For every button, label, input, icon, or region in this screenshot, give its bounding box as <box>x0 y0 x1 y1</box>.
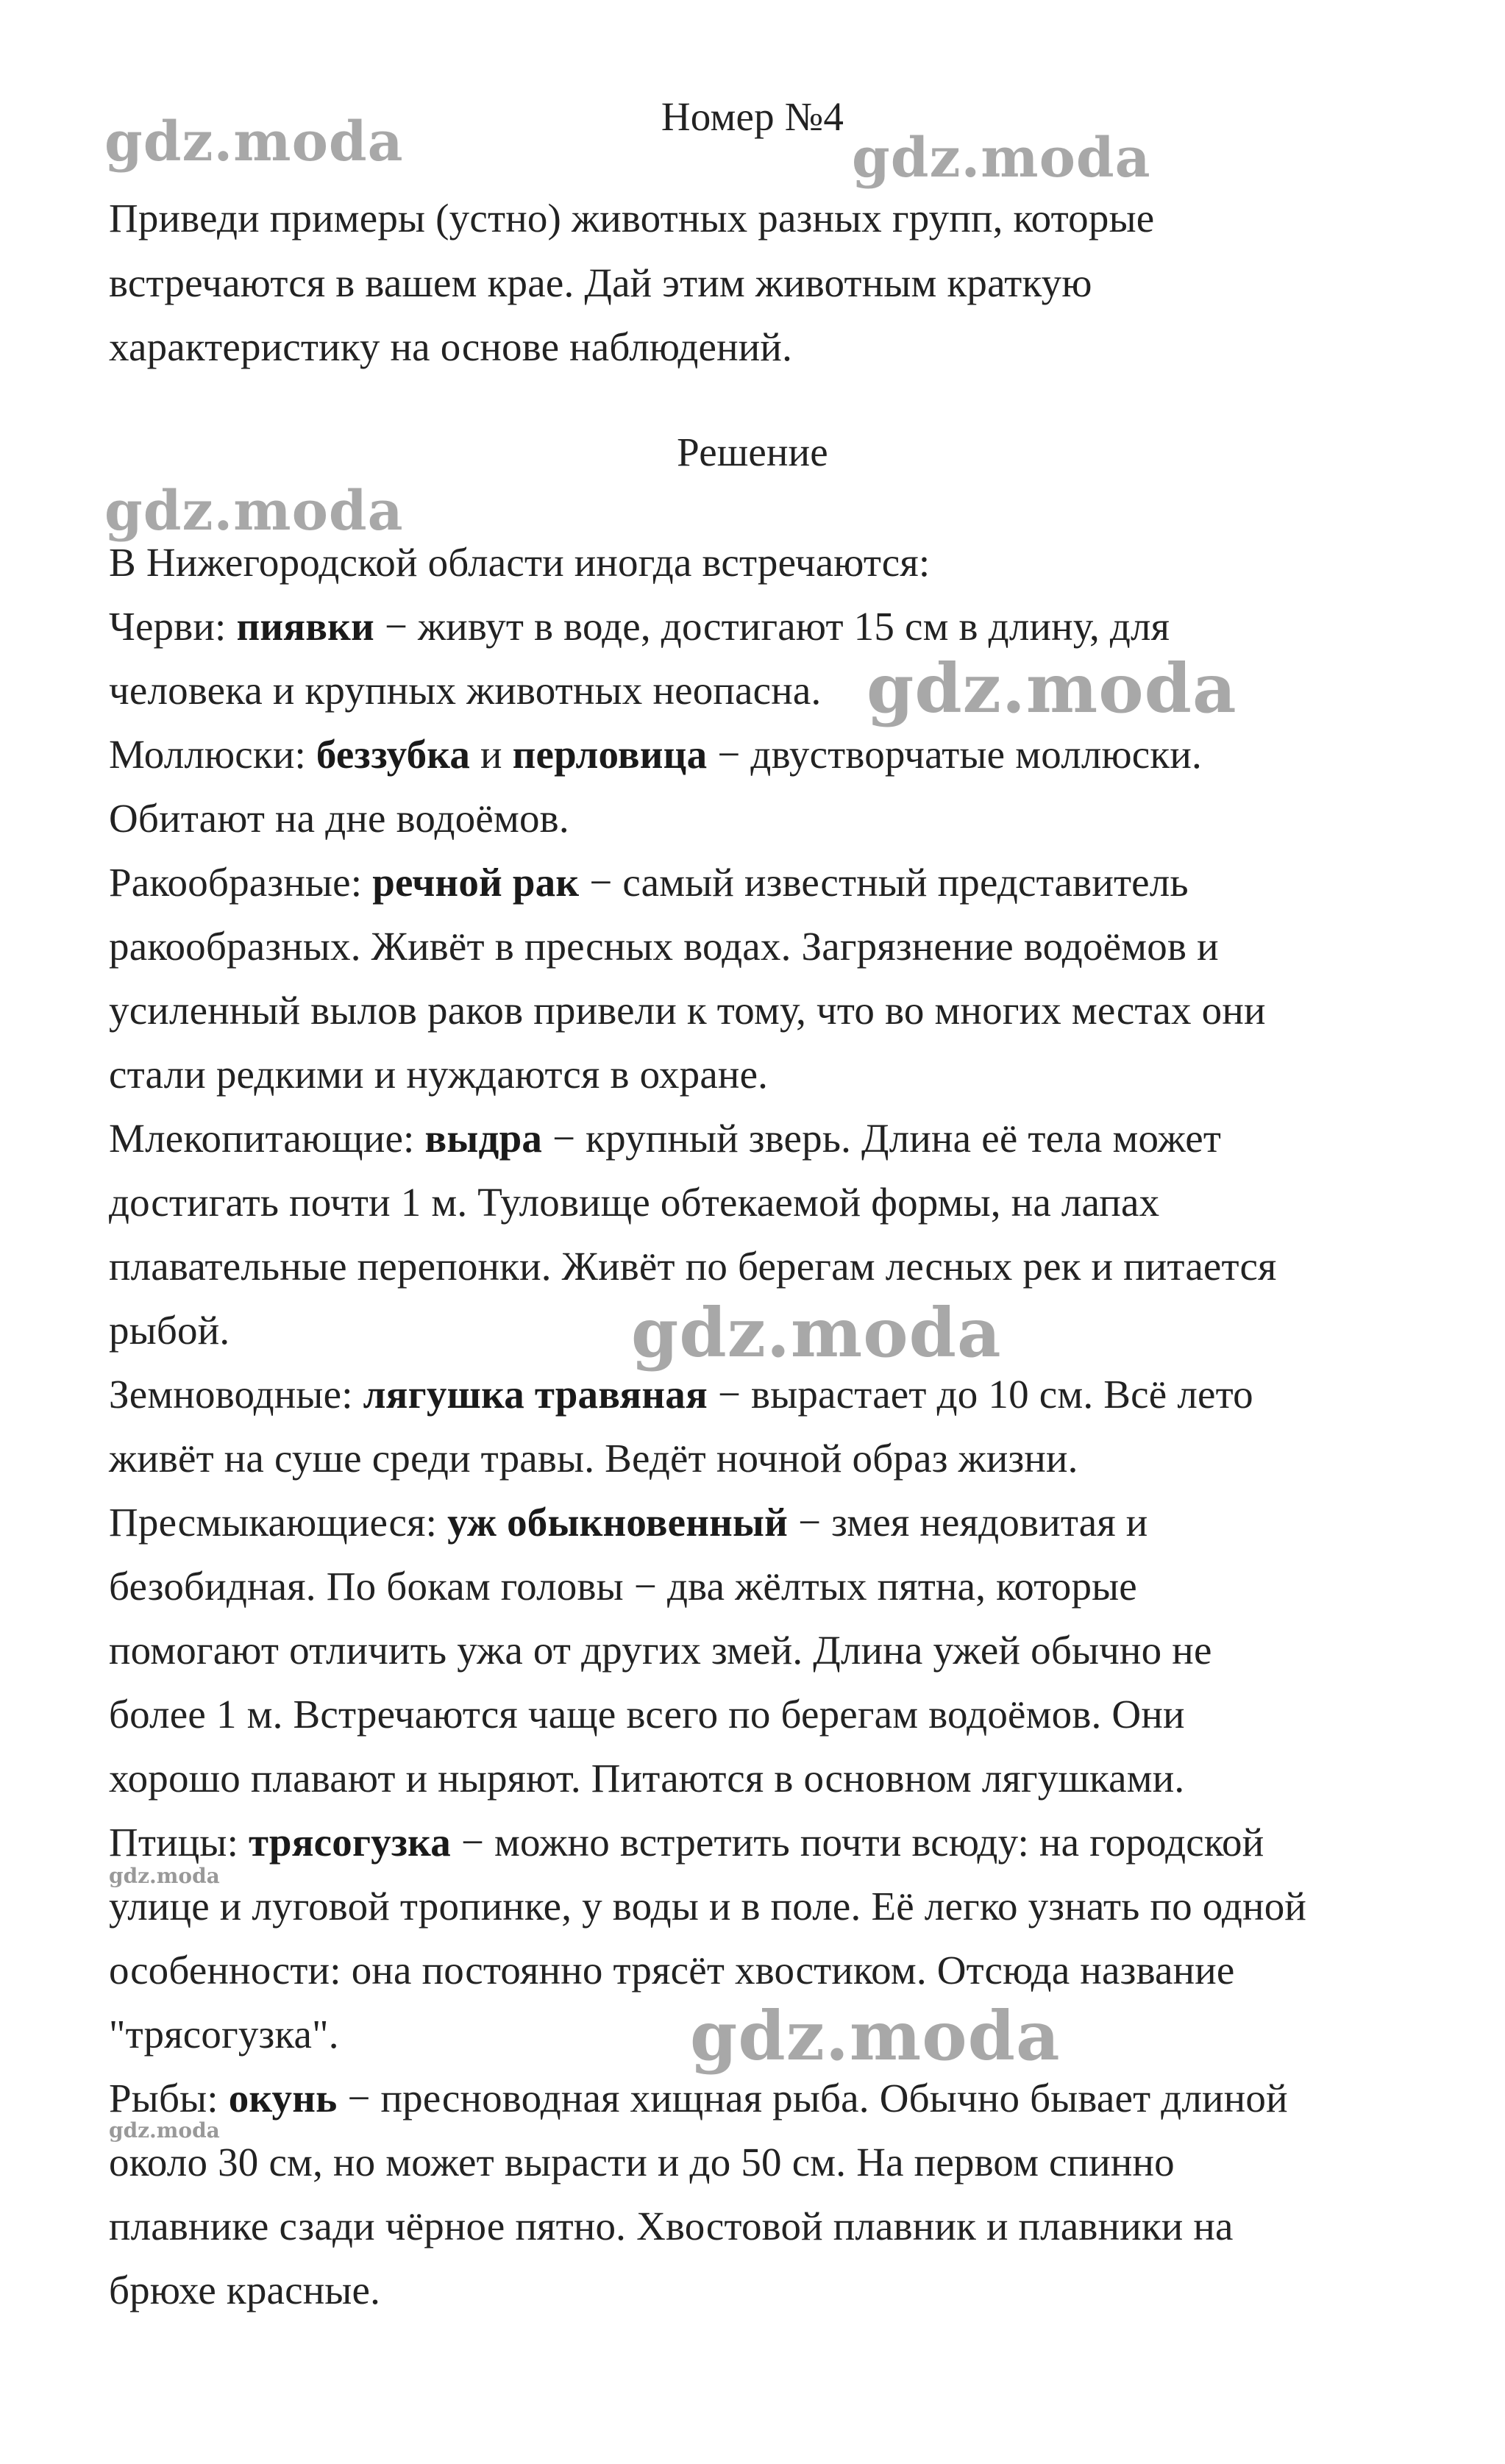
birds-line: особенности: она постоянно трясёт хвостиком. Отсюда название <box>109 1948 1235 1993</box>
mammals-line: плавательные перепонки. Живёт по берегам лесных рек и питается <box>109 1244 1277 1289</box>
solution-intro: В Нижегородской области иногда встречаются: <box>109 540 931 585</box>
watermark: gdz.moda <box>109 2118 220 2143</box>
reptiles-line: помогают отличить ужа от других змей. Длина ужей обычно не <box>109 1628 1212 1673</box>
animal-name: трясогузка <box>249 1820 451 1865</box>
reptiles-line: безобидная. По бокам головы − два жёлтых пятна, которые <box>109 1564 1137 1609</box>
crustaceans-line: Ракообразные: речной рак − самый известный представитель <box>109 860 1189 905</box>
molluscs-line: Обитают на дне водоёмов. <box>109 796 569 841</box>
mammals-line: Млекопитающие: выдра − крупный зверь. Длина её тела может <box>109 1116 1222 1161</box>
task-line: встречаются в вашем крае. Дай этим животным краткую <box>109 260 1092 305</box>
animal-name: уж обыкновенный <box>447 1500 789 1545</box>
crustaceans-line: ракообразных. Живёт в пресных водах. Загрязнение водоёмов и <box>109 924 1219 969</box>
watermark: gdz.moda <box>109 1864 220 1888</box>
fish-line: Рыбы: окунь − пресноводная хищная рыба. Обычно бывает длиной <box>109 2076 1288 2121</box>
reptiles-line: хорошо плавают и ныряют. Питаются в основном лягушками. <box>109 1756 1185 1801</box>
watermark: gdz.moda <box>631 1293 1002 1372</box>
animal-name: выдра <box>424 1116 543 1161</box>
crustaceans-line: стали редкими и нуждаются в охране. <box>109 1052 769 1097</box>
watermark: gdz.moda <box>104 480 404 543</box>
animal-name: речной рак <box>372 860 580 905</box>
fish-line: плавнике сзади чёрное пятно. Хвостовой плавник и плавники на <box>109 2204 1234 2248</box>
fish-line: около 30 см, но может вырасти и до 50 см. На первом спинно <box>109 2140 1175 2185</box>
birds-line: улице и луговой тропинке, у воды и в поле. Её легко узнать по одной <box>109 1884 1307 1929</box>
watermark: gdz.moda <box>867 649 1237 728</box>
mammals-line: достигать почти 1 м. Туловище обтекаемой формы, на лапах <box>109 1180 1160 1225</box>
birds-line: Птицы: трясогузка − можно встретить почти всюду: на городской <box>109 1820 1264 1865</box>
animal-name: лягушка травяная <box>363 1372 708 1417</box>
reptiles-line: Пресмыкающиеся: уж обыкновенный − змея неядовитая и <box>109 1500 1148 1545</box>
amphibians-line: живёт на суше среди травы. Ведёт ночной образ жизни. <box>109 1436 1078 1481</box>
reptiles-line: более 1 м. Встречаются чаще всего по берегам водоёмов. Они <box>109 1692 1185 1737</box>
watermark: gdz.moda <box>852 127 1151 190</box>
watermark: gdz.moda <box>690 1996 1061 2076</box>
mammals-line: рыбой. <box>109 1308 230 1353</box>
watermark: gdz.moda <box>104 110 404 174</box>
task-line: Приведи примеры (устно) животных разных групп, которые <box>109 196 1155 241</box>
fish-line: брюхе красные. <box>109 2268 381 2312</box>
animal-name: перловица <box>512 732 708 777</box>
animal-name: окунь <box>228 2076 338 2121</box>
molluscs-line: Моллюски: беззубка и перловица − двустворчатые моллюски. <box>109 732 1202 777</box>
animal-name: пиявки <box>236 604 374 649</box>
task-line: характеристику на основе наблюдений. <box>109 324 793 369</box>
birds-line: "трясогузка". <box>109 2012 339 2057</box>
animal-name: беззубка <box>316 732 471 777</box>
page-title: Номер №4 <box>661 94 844 139</box>
solution-heading: Решение <box>677 430 828 474</box>
amphibians-line: Земноводные: лягушка травяная − вырастает до 10 см. Всё лето <box>109 1372 1253 1417</box>
crustaceans-line: усиленный вылов раков привели к тому, что во многих местах они <box>109 988 1266 1033</box>
worms-line: человека и крупных животных неопасна. <box>109 668 822 713</box>
worms-line: Черви: пиявки − живут в воде, достигают 15 см в длину, для <box>109 604 1170 649</box>
